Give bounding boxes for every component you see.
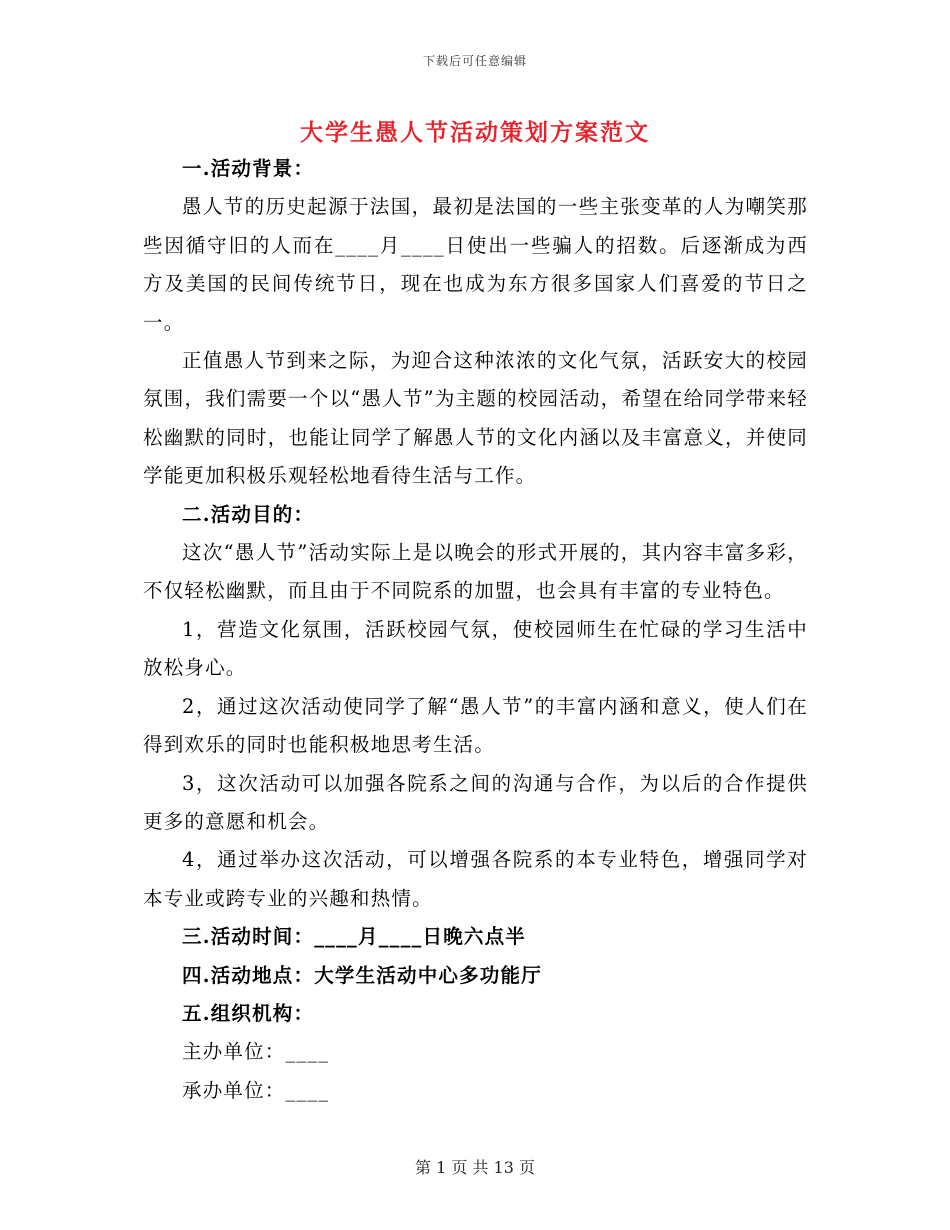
document-title: 大学生愚人节活动策划方案范文 (300, 119, 650, 146)
section-heading-location: 四.活动地点：大学生活动中心多功能厅 (182, 963, 542, 987)
paragraph-goals-intro: 这次“愚人节”活动实际上是以晚会的形式开展的，其内容丰富多彩，不仅轻松幽默，而且由于不同院系的加盟，也会具有丰富的专业特色。 (143, 541, 808, 603)
document-body (143, 150, 808, 1110)
organizer-host: 主办单位：____ (182, 1040, 330, 1064)
goal-item-3: 3，这次活动可以加强各院系之间的沟通与合作，为以后的合作提供更多的意愿和机会。 (143, 771, 808, 833)
section-heading-background: 一.活动背景： (182, 157, 315, 180)
paragraph-background-history: 愚人节的历史起源于法国，最初是法国的一些主张变革的人为嘲笑那些因循守旧的人而在____月____日使出一些骗人的招数。后逐渐成为西方及美国的民间传统节日，现在也成为东方很多国家人们喜爱的节日之一。 (143, 195, 808, 334)
section-heading-organization: 五.组织机构： (182, 1001, 315, 1025)
page-header: 下载后可任意编辑 (422, 54, 527, 68)
goal-item-2: 2，通过这次活动使同学了解“愚人节”的丰富内涵和意义，使人们在得到欢乐的同时也能积极地思考生活。 (143, 694, 808, 757)
organizer-undertaker: 承办单位：____ (182, 1078, 330, 1102)
paragraph-background-purpose: 正值愚人节到来之际，为迎合这种浓浓的文化气氛，活跃安大的校园氛围，我们需要一个以“愚人节”为主题的校园活动，希望在给同学带来轻松幽默的同时，也能让同学了解愚人节的文化内涵以及丰富意义，并使同学能更加积极乐观轻松地看待生活与工作。 (143, 349, 808, 488)
section-heading-goals: 二.活动目的： (182, 502, 315, 526)
goal-item-4: 4，通过举办这次活动，可以增强各院系的本专业特色，增强同学对本专业或跨专业的兴趣和热情。 (143, 848, 808, 910)
page-footer: 第 1 页 共 13 页 (415, 1158, 535, 1177)
goal-item-1: 1，营造文化氛围，活跃校园气氛，使校园师生在忙碌的学习生活中放松身心。 (143, 617, 808, 680)
section-heading-time: 三.活动时间：____月____日晚六点半 (182, 925, 526, 949)
